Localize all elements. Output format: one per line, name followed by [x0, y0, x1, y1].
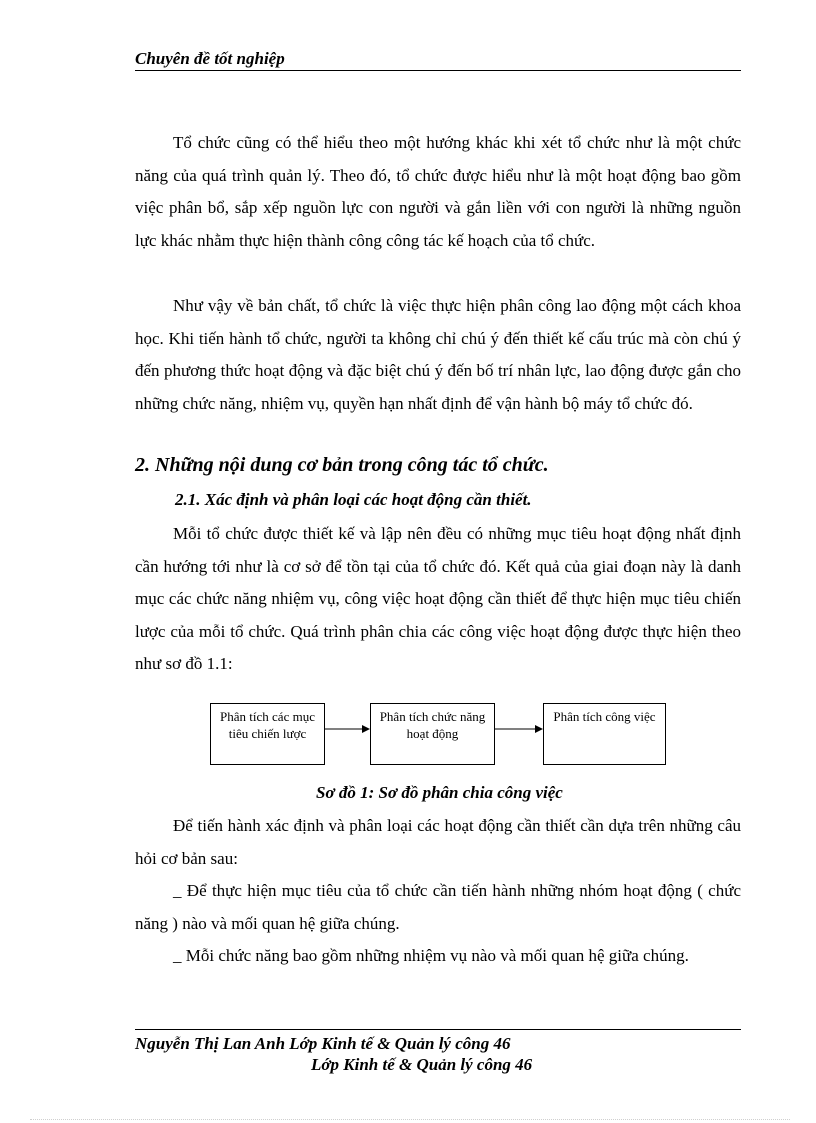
paragraph-5-text: _ Để thực hiện mục tiêu của tổ chức cần tiến hành những nhóm hoạt động ( chức năng ) nào và mối quan hệ giữa chúng.: [135, 881, 741, 933]
subsection-heading: 2.1. Xác định và phân loại các hoạt động cần thiết.: [175, 490, 532, 509]
diagram-box-job-analysis: Phân tích công việc: [543, 703, 666, 765]
diagram-box-strategic-goals: Phân tích các mục tiêu chiến lược: [210, 703, 325, 765]
diagram-box-function-analysis: Phân tích chức năng hoạt động: [370, 703, 495, 765]
page-bottom-edge: [30, 1119, 790, 1120]
paragraph-3-text: Mỗi tổ chức được thiết kế và lập nên đều có những mục tiêu hoạt động nhất định cần hướng tới như là cơ sở để tồn tại của tổ chức đó. Kết quả của giai đoạn này là danh mục các chức năng nhiệm vụ, công việc hoạt động cần thiết để thực hiện mục tiêu chiến lược của mỗi tổ chức. Quá trình phân chia các công việc hoạt động được thực hiện theo như sơ đồ 1.1:: [135, 524, 741, 673]
section-heading: 2. Những nội dung cơ bản trong công tác tổ chức.: [135, 454, 549, 476]
diagram-caption: Sơ đồ 1: Sơ đồ phân chia công việc: [316, 783, 563, 802]
paragraph-2: [135, 290, 741, 420]
paragraph-1: [135, 127, 741, 257]
footer-author-line: Nguyễn Thị Lan Anh Lớp Kinh tế & Quản lý công 46: [135, 1034, 511, 1053]
running-header-title: Chuyên đề tốt nghiệp: [135, 49, 285, 68]
footer-class-line: Lớp Kinh tế & Quản lý công 46: [311, 1055, 533, 1074]
paragraph-4-block: [135, 810, 741, 973]
footer-divider: [135, 1029, 741, 1030]
paragraph-4-text: Để tiến hành xác định và phân loại các hoạt động cần thiết cần dựa trên những câu hỏi cơ bản sau:: [135, 816, 741, 868]
paragraph-2-text: Như vậy về bản chất, tổ chức là việc thực hiện phân công lao động một cách khoa học. Khi tiến hành tổ chức, người ta không chỉ chú ý đến thiết kế cấu trúc mà còn chú ý đến phương thức hoạt động và đặc biệt chú ý đến bố trí nhân lực, lao động được gắn cho những chức năng, nhiệm vụ, quyền hạn nhất định để vận hành bộ máy tổ chức đó.: [135, 296, 741, 413]
paragraph-3: [135, 518, 741, 681]
paragraph-1-text: Tổ chức cũng có thể hiểu theo một hướng khác khi xét tổ chức như là một chức năng của quá trình quản lý. Theo đó, tổ chức được hiểu như là một hoạt động bao gồm việc phân bổ, sắp xếp nguồn lực con người và gắn liền với con người là những nguồn lực khác nhằm thực hiện thành công công tác kế hoạch của tổ chức.: [135, 133, 741, 250]
paragraph-6-text: _ Mỗi chức năng bao gồm những nhiệm vụ nào và mối quan hệ giữa chúng.: [173, 946, 689, 965]
header-divider: [135, 70, 741, 71]
